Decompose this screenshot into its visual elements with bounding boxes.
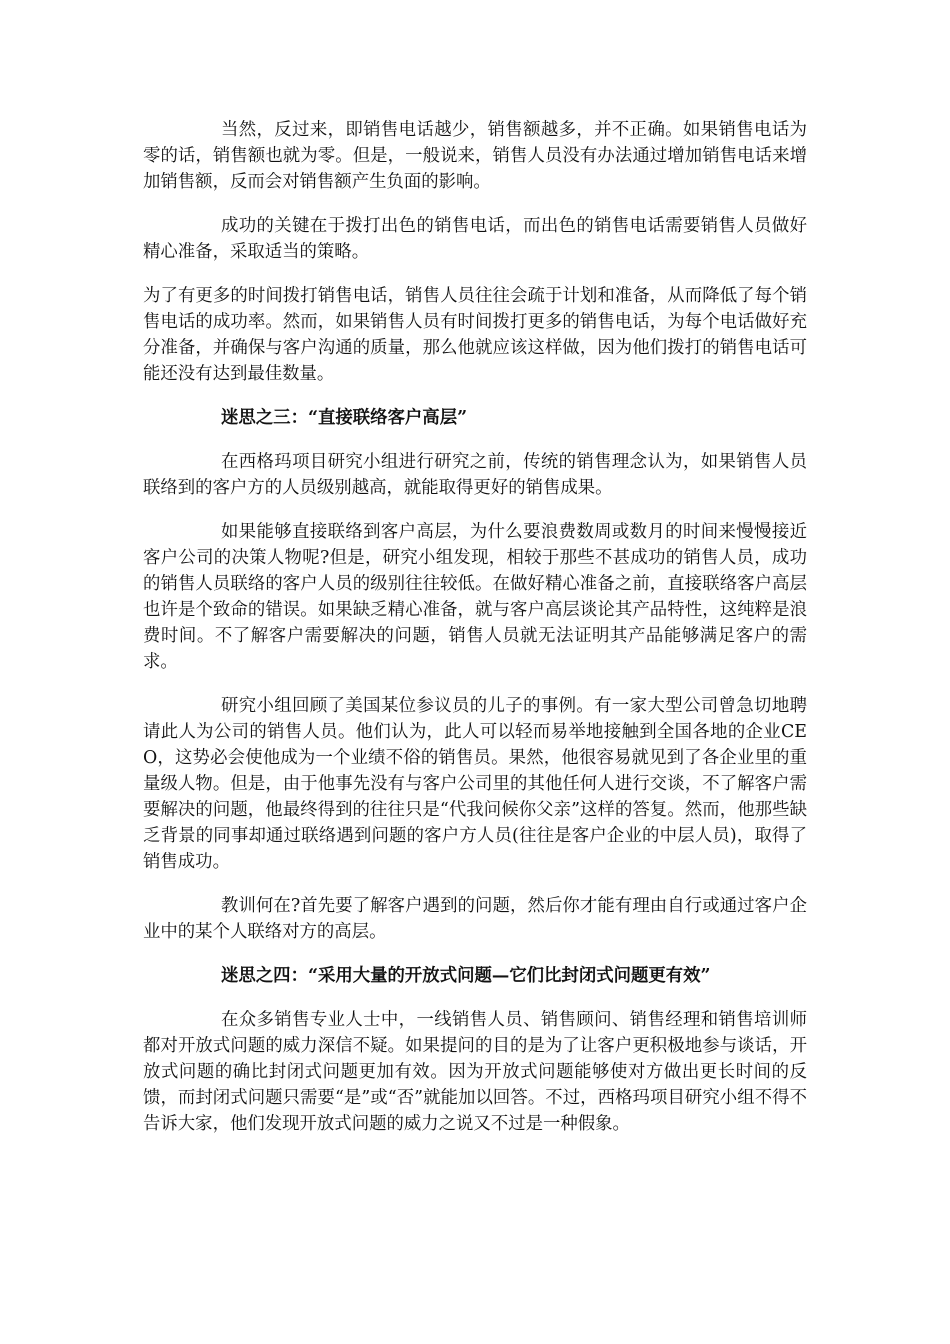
paragraph-senator-son-example: 研究小组回顾了美国某位参议员的儿子的事例。有一家大型公司曾急切地聘请此人为公司的销售人员。他们认为，此人可以轻而易举地接触到全国各地的企业CEO，这势必会使他成为一个业绩不俗的销售员。果然，他很容易就见到了各企业里的重量级人物。但是，由于他事先没有与客户公司里的其他任何人进行交谈，不了解客户需要解决的问题，他最终得到的往往只是“代我问候你父亲”这样的答复。然而，他那些缺乏背景的同事却通过联络遇到问题的客户方人员(往往是客户企业的中层人员)，取得了销售成功。 (143, 696, 807, 872)
paragraph-sales-calls-fewer: 当然，反过来，即销售电话越少，销售额越多，并不正确。如果销售电话为零的话，销售额也就为零。但是，一般说来，销售人员没有办法通过增加销售电话来增加销售额，反而会对销售额产生负面的影响。 (143, 120, 807, 192)
paragraph-contact-executives: 如果能够直接联络到客户高层，为什么要浪费数周或数月的时间来慢慢接近客户公司的决策人物呢?但是，研究小组发现，相较于那些不甚成功的销售人员，成功的销售人员联络的客户人员的级别往往较低。在做好精心准备之前，直接联络客户高层也许是个致命的错误。如果缺乏精心准备，就与客户高层谈论其产品特性，这纯粹是浪费时间。不了解客户需要解决的问题，销售人员就无法证明其产品能够满足客户的需求。 (143, 522, 807, 672)
paragraph-more-time-for-calls: 为了有更多的时间拨打销售电话，销售人员往往会疏于计划和准备，从而降低了每个销售电话的成功率。然而，如果销售人员有时间拨打更多的销售电话，为每个电话做好充分准备，并确保与客户沟通的质量，那么他就应该这样做，因为他们拨打的销售电话可能还没有达到最佳数量。 (143, 286, 807, 384)
heading-myth-three: 迷思之三：“直接联络客户高层” (221, 408, 468, 428)
paragraph-lesson: 教训何在?首先要了解客户遇到的问题，然后你才能有理由自行或通过客户企业中的某个人联络对方的高层。 (143, 896, 807, 942)
paragraph-open-questions: 在众多销售专业人士中，一线销售人员、销售顾问、销售经理和销售培训师都对开放式问题的威力深信不疑。如果提问的目的是为了让客户更积极地参与谈话，开放式问题的确比封闭式问题更加有效。因为开放式问题能够使对方做出更长时间的反馈，而封闭式问题只需要“是”或“否”就能加以回答。不过，西格玛项目研究小组不得不告诉大家，他们发现开放式问题的威力之说又不过是一种假象。 (143, 1010, 807, 1134)
heading-myth-four: 迷思之四：“采用大量的开放式问题—它们比封闭式问题更有效” (221, 966, 711, 986)
paragraph-key-to-success: 成功的关键在于拨打出色的销售电话，而出色的销售电话需要销售人员做好精心准备，采取适当的策略。 (143, 216, 807, 262)
document-page (143, 117, 807, 1155)
paragraph-traditional-belief: 在西格玛项目研究小组进行研究之前，传统的销售理念认为，如果销售人员联络到的客户方的人员级别越高，就能取得更好的销售成果。 (143, 452, 807, 498)
